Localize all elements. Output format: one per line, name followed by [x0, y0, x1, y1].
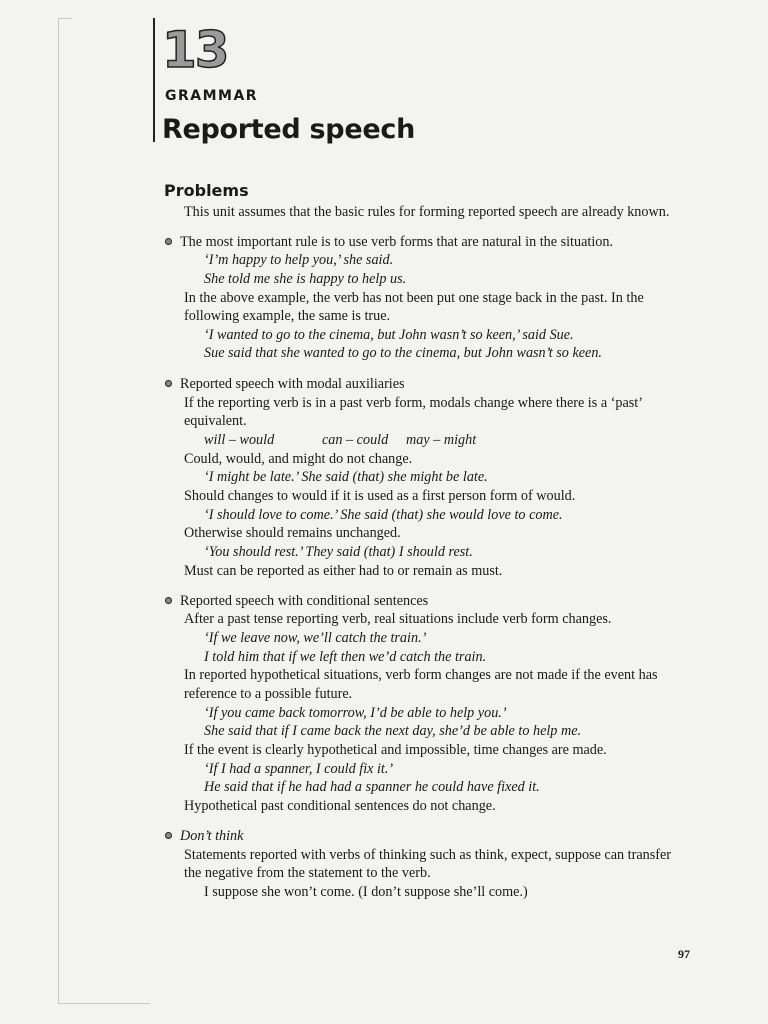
bullet-icon	[165, 238, 172, 245]
explanation-line: the negative from the statement to the verb.	[184, 865, 431, 881]
explanation-line: Must can be reported as either had to or remain as must.	[184, 563, 503, 579]
example-quote: ‘If you came back tomorrow, I’d be able to help you.’	[204, 705, 507, 721]
section-label: GRAMMAR	[165, 88, 259, 104]
problems-heading: Problems	[164, 181, 249, 200]
section-heading: Reported speech with conditional sentences	[180, 593, 429, 609]
modal-pair: will – would	[204, 432, 275, 448]
example-reported: She said that if I came back the next day, she’d be able to help me.	[204, 723, 582, 739]
example-reported: He said that if he had had a spanner he could have fixed it.	[204, 779, 540, 795]
section-heading: Don’t think	[180, 828, 244, 844]
example-line: ‘I might be late.’ She said (that) she might be late.	[204, 469, 488, 485]
example-quote: ‘I wanted to go to the cinema, but John wasn’t so keen,’ said Sue.	[204, 327, 574, 343]
example-line: I suppose she won’t come. (I don’t suppose she’ll come.)	[204, 884, 528, 900]
explanation-line: reference to a possible future.	[184, 686, 353, 702]
example-quote: ‘If I had a spanner, I could fix it.’	[204, 761, 394, 777]
explanation-line: In the above example, the verb has not been put one stage back in the past. In the	[184, 290, 644, 306]
modal-pair: can – could	[322, 432, 389, 448]
explanation-line: equivalent.	[184, 413, 247, 429]
problems-intro: This unit assumes that the basic rules for forming reported speech are already known.	[184, 204, 670, 220]
example-reported: I told him that if we left then we’d catch the train.	[204, 649, 487, 665]
example-quote: ‘If we leave now, we’ll catch the train.’	[204, 630, 427, 646]
explanation-line: following example, the same is true.	[184, 308, 391, 324]
page-edge-left	[58, 18, 59, 1003]
explanation-line: After a past tense reporting verb, real situations include verb form changes.	[184, 611, 612, 627]
example-reported: She told me she is happy to help us.	[204, 271, 407, 287]
section-heading: Reported speech with modal auxiliaries	[180, 376, 405, 392]
bullet-icon	[165, 380, 172, 387]
bullet-icon	[165, 832, 172, 839]
section-heading: The most important rule is to use verb forms that are natural in the situation.	[180, 234, 614, 250]
modal-pair: may – might	[406, 432, 477, 448]
explanation-line: Otherwise should remains unchanged.	[184, 525, 401, 541]
explanation-line: If the reporting verb is in a past verb form, modals change where there is a ‘past’	[184, 395, 643, 411]
example-reported: Sue said that she wanted to go to the cinema, but John wasn’t so keen.	[204, 345, 602, 361]
explanation-line: Should changes to would if it is used as a first person form of would.	[184, 488, 576, 504]
page-edge-bottom	[58, 1003, 150, 1004]
explanation-line: Statements reported with verbs of thinking such as think, expect, suppose can transfer	[184, 847, 671, 863]
example-line: ‘You should rest.’ They said (that) I should rest.	[204, 544, 473, 560]
bullet-icon	[165, 597, 172, 604]
unit-header-rule	[153, 18, 155, 142]
unit-title: Reported speech	[162, 114, 415, 145]
explanation-line: Hypothetical past conditional sentences do not change.	[184, 798, 496, 814]
explanation-line: If the event is clearly hypothetical and impossible, time changes are made.	[184, 742, 607, 758]
unit-number: 13	[162, 21, 228, 79]
example-line: ‘I should love to come.’ She said (that) she would love to come.	[204, 507, 563, 523]
explanation-line: Could, would, and might do not change.	[184, 451, 413, 467]
page-edge-top	[58, 18, 72, 19]
explanation-line: In reported hypothetical situations, verb form changes are not made if the event has	[184, 667, 658, 683]
page-number: 97	[678, 947, 690, 961]
example-quote: ‘I’m happy to help you,’ she said.	[204, 252, 394, 268]
